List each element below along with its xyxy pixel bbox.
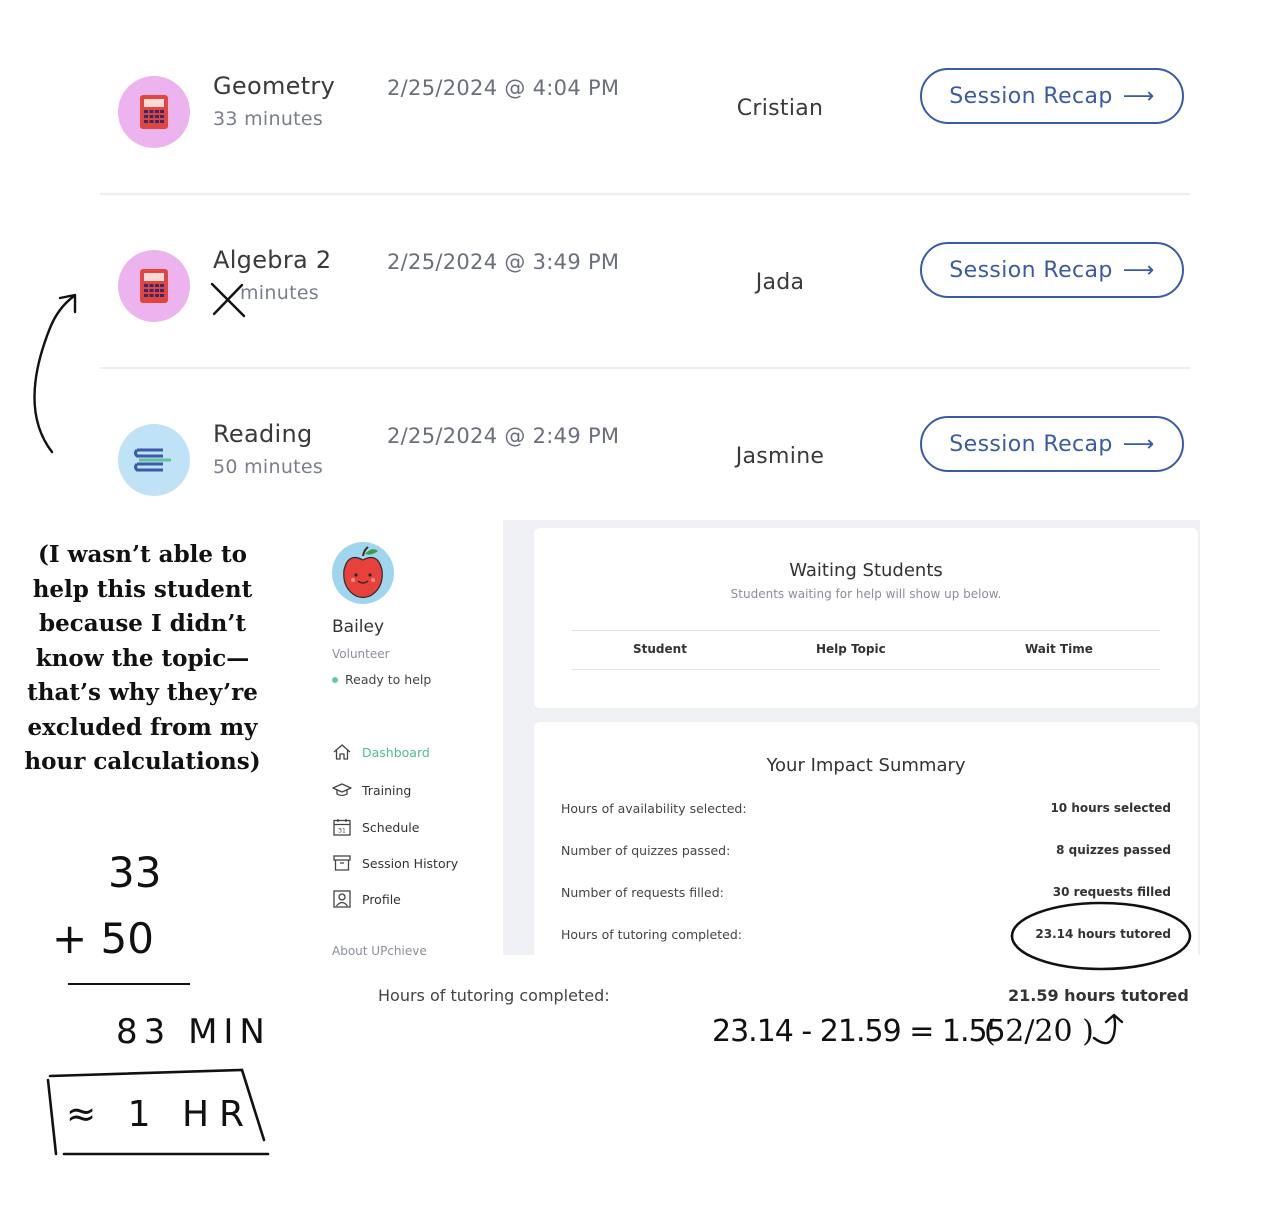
calculator-icon	[118, 250, 190, 322]
handwritten-sum-a: 33	[108, 848, 162, 897]
waiting-table-header	[572, 630, 1160, 670]
sidebar	[320, 520, 503, 955]
impact-value: 30 requests filled	[1052, 885, 1171, 899]
session-recap-label: Session Recap	[949, 83, 1113, 109]
profile-name: Bailey	[332, 617, 385, 637]
handwritten-circle	[1006, 896, 1196, 976]
session-recap-button[interactable]	[920, 68, 1184, 124]
nav-label: Training	[362, 782, 412, 798]
nav-item-dashboard[interactable]	[332, 742, 430, 762]
calendar-icon	[332, 817, 352, 837]
session-row-geometry	[100, 46, 1190, 196]
impact-value: 10 hours selected	[1050, 801, 1171, 815]
impact-label: Number of requests filled:	[561, 885, 724, 900]
handwritten-sum-b: + 50	[52, 914, 154, 963]
subject-name: Algebra 2	[213, 246, 332, 274]
session-duration: 50 minutes	[213, 456, 324, 478]
row-divider	[100, 193, 1190, 195]
arrow-right-icon: ⟶	[1122, 83, 1155, 109]
handwritten-arrow	[28, 288, 88, 458]
previous-hours-value: 21.59 hours tutored	[1008, 986, 1189, 1005]
archive-icon	[332, 853, 352, 873]
session-row-algebra-2	[100, 220, 1190, 370]
waiting-students-title: Waiting Students	[789, 560, 943, 581]
status-label: Ready to help	[345, 672, 432, 687]
handwritten-cross-mark	[208, 280, 248, 320]
calculator-icon	[118, 76, 190, 148]
impact-label: Number of quizzes passed:	[561, 843, 731, 858]
session-recap-button[interactable]	[920, 416, 1184, 472]
nav-label: Profile	[362, 891, 401, 907]
impact-row	[561, 843, 1171, 858]
waiting-students-card	[534, 528, 1198, 708]
column-student: Student	[633, 642, 687, 656]
previous-hours-label: Hours of tutoring completed:	[378, 986, 610, 1005]
subject-name: Geometry	[213, 72, 336, 100]
annotation-note: (I wasn’t able to help this student because I didn’t know the topic—that’s why they’re excluded from my hour calculations)	[24, 541, 261, 775]
user-icon	[332, 889, 352, 909]
dashboard-screenshot	[320, 520, 1200, 955]
handwritten-calc-date: ( 2/20 )	[984, 1014, 1094, 1049]
handwritten-approx: ≈ 1 HR	[66, 1094, 255, 1135]
session-duration: minutes	[240, 282, 320, 304]
handwritten-sum-result: 83 MIN	[116, 1012, 271, 1052]
column-wait-time: Wait Time	[1025, 642, 1093, 656]
student-name: Jasmine	[735, 444, 825, 469]
svg-text:31: 31	[338, 827, 346, 835]
dashboard-main	[503, 520, 1200, 955]
status-indicator	[332, 672, 431, 687]
nav-label: Schedule	[362, 819, 420, 835]
nav-item-schedule[interactable]	[332, 817, 419, 837]
impact-summary-title: Your Impact Summary	[766, 755, 966, 776]
apple-icon	[332, 542, 394, 604]
student-name: Cristian	[736, 96, 824, 121]
impact-label: Hours of availability selected:	[561, 801, 747, 816]
session-datetime: 2/25/2024 @ 2:49 PM	[387, 424, 620, 448]
impact-row	[561, 801, 1171, 816]
sum-line	[68, 983, 190, 985]
graduation-cap-icon	[332, 780, 352, 800]
session-recap-label: Session Recap	[949, 431, 1113, 457]
row-divider	[100, 367, 1190, 369]
session-recap-button[interactable]	[920, 242, 1184, 298]
handwritten-hook-arrow	[1090, 1010, 1130, 1052]
impact-value: 23.14 hours tutored	[1035, 927, 1171, 941]
nav-item-profile[interactable]	[332, 889, 401, 909]
nav-item-session-history[interactable]	[332, 853, 458, 873]
arrow-right-icon: ⟶	[1122, 431, 1155, 457]
handwritten-calculation: 23.14 - 21.59 = 1.55	[712, 1014, 1005, 1049]
column-help-topic: Help Topic	[816, 642, 886, 656]
session-datetime: 2/25/2024 @ 3:49 PM	[387, 250, 620, 274]
profile-role: Volunteer	[332, 647, 390, 661]
status-dot	[332, 677, 338, 683]
session-datetime: 2/25/2024 @ 4:04 PM	[387, 76, 620, 100]
subject-name: Reading	[213, 420, 313, 448]
nav-item-training[interactable]	[332, 780, 411, 800]
impact-value: 8 quizzes passed	[1056, 843, 1171, 857]
waiting-students-subtitle: Students waiting for help will show up below.	[730, 587, 1002, 601]
about-link[interactable]: About UPchieve	[332, 944, 427, 955]
books-icon	[118, 424, 190, 496]
nav-label: Dashboard	[362, 744, 430, 760]
student-name: Jada	[755, 270, 805, 295]
session-duration: 33 minutes	[213, 108, 324, 130]
home-icon	[332, 742, 352, 762]
arrow-right-icon: ⟶	[1122, 257, 1155, 283]
nav-label: Session History	[362, 855, 459, 871]
session-recap-label: Session Recap	[949, 257, 1113, 283]
impact-label: Hours of tutoring completed:	[561, 927, 742, 942]
